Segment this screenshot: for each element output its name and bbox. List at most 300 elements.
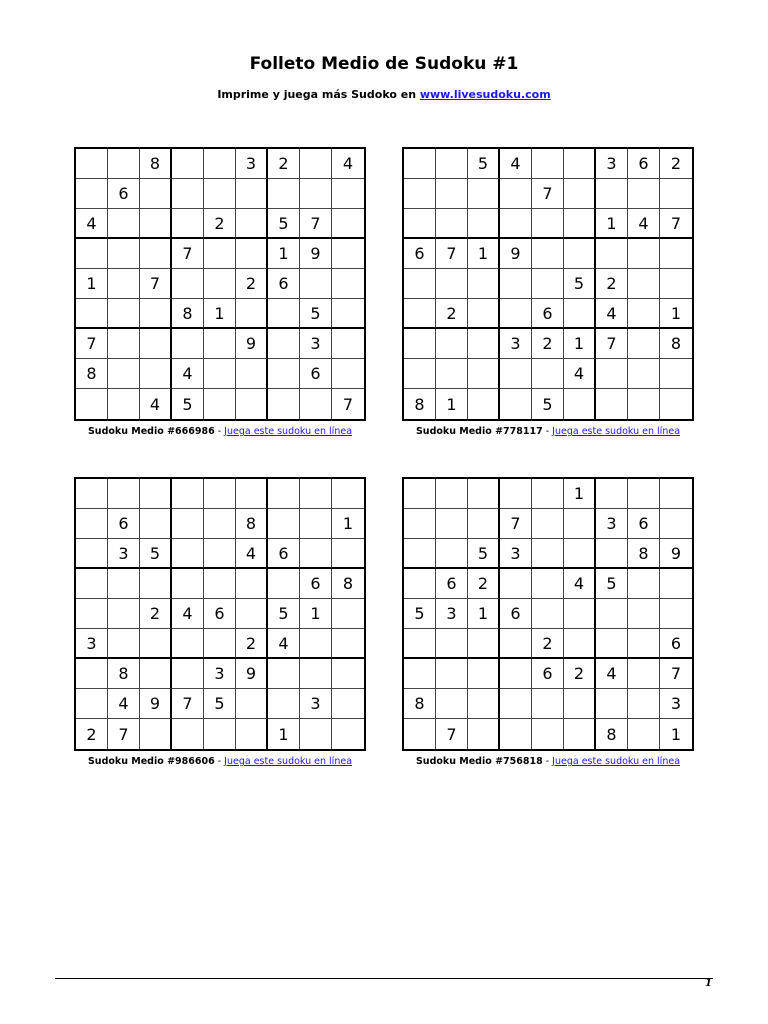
sudoku-cell: [500, 359, 532, 389]
sudoku-cell: [332, 209, 364, 239]
sudoku-cell: [404, 179, 436, 209]
sudoku-cell: [300, 629, 332, 659]
sudoku-cell: [76, 179, 108, 209]
sudoku-cell: [468, 719, 500, 749]
sudoku-cell: [628, 629, 660, 659]
sudoku-cell: [628, 239, 660, 269]
sudoku-cell: [468, 389, 500, 419]
sudoku-cell: [108, 149, 140, 179]
sudoku-cell: [532, 689, 564, 719]
sudoku-cell: [332, 659, 364, 689]
sudoku-cell: 1: [204, 299, 236, 329]
sudoku-cell: 4: [564, 359, 596, 389]
puzzle-caption: [74, 756, 366, 767]
sudoku-cell: [628, 479, 660, 509]
sudoku-cell: [436, 689, 468, 719]
sudoku-cell: 1: [564, 329, 596, 359]
sudoku-cell: 6: [404, 239, 436, 269]
sudoku-cell: 9: [236, 659, 268, 689]
puzzle-label: Sudoku Medio #986606: [87, 756, 215, 767]
sudoku-cell: [236, 719, 268, 749]
sudoku-cell: [204, 329, 236, 359]
sudoku-cell: [332, 239, 364, 269]
sudoku-cell: [268, 659, 300, 689]
sudoku-cell: [172, 659, 204, 689]
sudoku-cell: [404, 359, 436, 389]
sudoku-cell: 4: [564, 569, 596, 599]
sudoku-cell: [268, 299, 300, 329]
sudoku-cell: 4: [500, 149, 532, 179]
sudoku-cell: [332, 479, 364, 509]
sudoku-cell: [404, 209, 436, 239]
sudoku-cell: 6: [300, 359, 332, 389]
sudoku-cell: [596, 389, 628, 419]
sudoku-cell: [468, 329, 500, 359]
sudoku-cell: [500, 689, 532, 719]
sudoku-cell: [76, 599, 108, 629]
sudoku-cell: 9: [300, 239, 332, 269]
sudoku-cell: 6: [204, 599, 236, 629]
sudoku-cell: 9: [500, 239, 532, 269]
sudoku-grid: [74, 477, 366, 751]
sudoku-cell: [300, 269, 332, 299]
sudoku-cell: [500, 209, 532, 239]
sudoku-cell: 2: [532, 329, 564, 359]
sudoku-cell: 8: [236, 509, 268, 539]
sudoku-cell: [436, 479, 468, 509]
sudoku-cell: 4: [172, 599, 204, 629]
sudoku-cell: [172, 329, 204, 359]
sudoku-cell: [332, 719, 364, 749]
sudoku-cell: [140, 239, 172, 269]
sudoku-cell: 6: [268, 269, 300, 299]
sudoku-cell: [468, 179, 500, 209]
sudoku-cell: [140, 509, 172, 539]
sudoku-cell: [140, 569, 172, 599]
sudoku-cell: 2: [532, 629, 564, 659]
sudoku-cell: [500, 179, 532, 209]
sudoku-cell: [300, 389, 332, 419]
sudoku-cell: 8: [596, 719, 628, 749]
sudoku-cell: [404, 299, 436, 329]
sudoku-cell: [108, 629, 140, 659]
sudoku-cell: [468, 479, 500, 509]
sudoku-cell: 3: [500, 539, 532, 569]
sudoku-cell: [76, 539, 108, 569]
sudoku-cell: [172, 539, 204, 569]
sudoku-cell: [532, 149, 564, 179]
sudoku-cell: 8: [108, 659, 140, 689]
sudoku-cell: [204, 269, 236, 299]
sudoku-cell: [660, 389, 692, 419]
sudoku-cell: 5: [268, 599, 300, 629]
sudoku-cell: [140, 299, 172, 329]
sudoku-cell: [236, 389, 268, 419]
sudoku-cell: [268, 569, 300, 599]
sudoku-cell: 7: [342, 394, 354, 414]
puzzle-caption: [402, 756, 694, 767]
sudoku-cell: [300, 479, 332, 509]
sudoku-cell: 2: [204, 209, 236, 239]
sudoku-cell: [300, 719, 332, 749]
sudoku-cell: [564, 179, 596, 209]
caption-separator: -: [214, 756, 225, 767]
sudoku-cell: [140, 629, 172, 659]
sudoku-cell: 7: [660, 659, 692, 689]
sudoku-cell: [564, 629, 596, 659]
sudoku-cell: [596, 629, 628, 659]
sudoku-cell: [564, 509, 596, 539]
sudoku-cell: [140, 359, 172, 389]
sudoku-cell: [172, 479, 204, 509]
sudoku-cell: [268, 689, 300, 719]
sudoku-cell: [76, 659, 108, 689]
sudoku-cell: [628, 659, 660, 689]
sudoku-cell: 4: [268, 629, 300, 659]
sudoku-cell: [628, 269, 660, 299]
sudoku-cell: [660, 479, 692, 509]
sudoku-cell: [564, 389, 596, 419]
sudoku-cell: [404, 479, 436, 509]
caption-separator: -: [214, 426, 225, 437]
sudoku-cell: 9: [140, 689, 172, 719]
sudoku-cell: [628, 719, 660, 749]
sudoku-cell: 5: [172, 389, 204, 419]
sudoku-cell: [204, 629, 236, 659]
puzzle-label: Sudoku Medio #778117: [415, 426, 543, 437]
sudoku-cell: [628, 359, 660, 389]
sudoku-cell: 2: [468, 569, 500, 599]
sudoku-cell: [332, 299, 364, 329]
sudoku-cell: [404, 659, 436, 689]
sudoku-cell: [500, 659, 532, 689]
sudoku-cell: [596, 179, 628, 209]
sudoku-cell: 8: [172, 299, 204, 329]
sudoku-cell: 7: [140, 269, 172, 299]
sudoku-cell: [660, 509, 692, 539]
sudoku-cell: 3: [204, 659, 236, 689]
sudoku-cell: [628, 689, 660, 719]
sudoku-cell: [532, 239, 564, 269]
sudoku-cell: [660, 359, 692, 389]
sudoku-cell: 3: [436, 599, 468, 629]
sudoku-cell: [76, 239, 108, 269]
sudoku-cell: [140, 329, 172, 359]
sudoku-cell: 6: [108, 179, 140, 209]
sudoku-cell: 5: [532, 389, 564, 419]
sudoku-cell: 2: [76, 719, 108, 749]
sudoku-cell: [76, 299, 108, 329]
sudoku-cell: [532, 509, 564, 539]
sudoku-cell: [236, 179, 268, 209]
sudoku-cell: 4: [140, 389, 172, 419]
sudoku-cell: 2: [564, 659, 596, 689]
sudoku-cell: [172, 509, 204, 539]
sudoku-cell: 3: [76, 629, 108, 659]
sudoku-cell: [628, 179, 660, 209]
sudoku-cell: 5: [468, 149, 500, 179]
sudoku-cell: [332, 689, 364, 719]
sudoku-cell: [332, 629, 364, 659]
sudoku-cell: 6: [436, 569, 468, 599]
sudoku-grid: [402, 477, 694, 751]
sudoku-cell: 7: [436, 239, 468, 269]
sudoku-cell: 8: [140, 149, 172, 179]
sudoku-cell: [204, 389, 236, 419]
sudoku-cell: [628, 599, 660, 629]
sudoku-cell: [468, 209, 500, 239]
sudoku-cell: [76, 389, 108, 419]
sudoku-cell: [596, 599, 628, 629]
sudoku-cell: [660, 239, 692, 269]
play-online-link[interactable]: Juega este sudoku en línea: [552, 756, 681, 767]
sudoku-cell: [596, 539, 628, 569]
sudoku-cell: [436, 209, 468, 239]
sudoku-cell: [300, 539, 332, 569]
sudoku-cell: [108, 299, 140, 329]
sudoku-cell: 1: [468, 599, 500, 629]
sudoku-cell: [140, 479, 172, 509]
sudoku-cell: 3: [596, 509, 628, 539]
sudoku-cell: 5: [564, 269, 596, 299]
sudoku-cell: [300, 149, 332, 179]
sudoku-cell: [108, 359, 140, 389]
caption-separator: -: [542, 756, 553, 767]
sudoku-cell: [500, 299, 532, 329]
sudoku-cell: 2: [660, 149, 692, 179]
sudoku-cell: 7: [500, 509, 532, 539]
sudoku-cell: [268, 479, 300, 509]
sudoku-cell: [76, 509, 108, 539]
sudoku-puzzle-2: [402, 147, 694, 437]
sudoku-cell: [76, 569, 108, 599]
sudoku-cell: [204, 149, 236, 179]
sudoku-cell: 7: [300, 209, 332, 239]
sudoku-cell: 1: [332, 509, 364, 539]
sudoku-cell: [532, 719, 564, 749]
sudoku-cell: [268, 329, 300, 359]
sudoku-cell: [436, 359, 468, 389]
sudoku-cell: [628, 299, 660, 329]
sudoku-cell: [628, 389, 660, 419]
sudoku-cell: [404, 629, 436, 659]
sudoku-cell: 8: [332, 569, 364, 599]
play-online-link[interactable]: Juega este sudoku en línea: [224, 426, 353, 437]
sudoku-cell: [404, 329, 436, 359]
sudoku-cell: [140, 179, 172, 209]
sudoku-cell: [628, 329, 660, 359]
sudoku-cell: [500, 629, 532, 659]
sudoku-cell: 2: [140, 599, 172, 629]
sudoku-puzzle-1: [74, 147, 366, 437]
sudoku-cell: 8: [76, 359, 108, 389]
sudoku-cell: [332, 359, 364, 389]
sudoku-cell: 2: [268, 149, 300, 179]
sudoku-cell: [236, 689, 268, 719]
sudoku-cell: [204, 479, 236, 509]
sudoku-cell: [532, 599, 564, 629]
sudoku-cell: 5: [268, 209, 300, 239]
sudoku-cell: [436, 269, 468, 299]
sudoku-cell: [172, 149, 204, 179]
sudoku-cell: [236, 239, 268, 269]
sudoku-cell: 5: [404, 599, 436, 629]
sudoku-cell: 9: [236, 329, 268, 359]
sudoku-cell: [500, 569, 532, 599]
sudoku-cell: 6: [628, 149, 660, 179]
puzzle-caption: [402, 426, 694, 437]
sudoku-cell: [628, 569, 660, 599]
sudoku-cell: [172, 269, 204, 299]
sudoku-cell: 5: [468, 539, 500, 569]
sudoku-cell: [300, 659, 332, 689]
sudoku-cell: [236, 209, 268, 239]
sudoku-cell: 6: [532, 659, 564, 689]
sudoku-cell: [268, 359, 300, 389]
sudoku-cell: 8: [404, 389, 436, 419]
sudoku-cell: [140, 659, 172, 689]
sudoku-cell: [172, 209, 204, 239]
sudoku-cell: 1: [596, 209, 628, 239]
sudoku-cell: [108, 569, 140, 599]
sudoku-cell: [532, 569, 564, 599]
sudoku-cell: [236, 299, 268, 329]
sudoku-cell: 2: [436, 299, 468, 329]
sudoku-cell: [564, 539, 596, 569]
sudoku-cell: [468, 509, 500, 539]
sudoku-cell: [532, 359, 564, 389]
sudoku-cell: [436, 509, 468, 539]
sudoku-cell: [76, 149, 108, 179]
sudoku-cell: 7: [532, 179, 564, 209]
sudoku-cell: [436, 659, 468, 689]
sudoku-cell: [236, 569, 268, 599]
sudoku-cell: [404, 149, 436, 179]
sudoku-cell: [108, 209, 140, 239]
sudoku-cell: [172, 719, 204, 749]
play-online-link[interactable]: Juega este sudoku en línea: [224, 756, 353, 767]
sudoku-cell: [140, 209, 172, 239]
sudoku-cell: [108, 269, 140, 299]
sudoku-cell: 6: [108, 509, 140, 539]
sudoku-cell: [660, 569, 692, 599]
puzzle-label: Sudoku Medio #666986: [87, 426, 215, 437]
sudoku-cell: 4: [628, 209, 660, 239]
sudoku-cell: [468, 629, 500, 659]
sudoku-cell: 3: [300, 329, 332, 359]
play-online-link[interactable]: Juega este sudoku en línea: [552, 426, 681, 437]
sudoku-cell: [236, 599, 268, 629]
sudoku-cell: 3: [236, 149, 268, 179]
sudoku-cell: 5: [204, 689, 236, 719]
sudoku-cell: [236, 479, 268, 509]
sudoku-cell: 1: [268, 239, 300, 269]
caption-separator: -: [542, 426, 553, 437]
sudoku-cell: 4: [108, 689, 140, 719]
sudoku-cell: [436, 149, 468, 179]
sudoku-cell: 5: [140, 539, 172, 569]
sudoku-cell: 6: [532, 299, 564, 329]
sudoku-cell: [436, 629, 468, 659]
sudoku-cell: [564, 209, 596, 239]
sudoku-cell: 1: [468, 239, 500, 269]
sudoku-cell: 4: [596, 299, 628, 329]
sudoku-cell: [268, 179, 300, 209]
sudoku-cell: [404, 539, 436, 569]
sudoku-cell: 4: [236, 539, 268, 569]
sudoku-cell: 2: [236, 269, 268, 299]
sudoku-cell: 2: [596, 269, 628, 299]
sudoku-cell: [236, 359, 268, 389]
sudoku-cell: 3: [660, 689, 692, 719]
sudoku-cell: [500, 719, 532, 749]
puzzle-label: Sudoku Medio #756818: [415, 756, 543, 767]
sudoku-cell: 4: [596, 659, 628, 689]
sudoku-cell: 7: [172, 689, 204, 719]
sudoku-puzzle-4: [402, 477, 694, 767]
sudoku-cell: [468, 269, 500, 299]
sudoku-cell: 8: [660, 329, 692, 359]
sudoku-cell: [332, 539, 364, 569]
sudoku-cell: [564, 689, 596, 719]
sudoku-cell: [108, 329, 140, 359]
sudoku-grid: [74, 147, 366, 421]
sudoku-cell: [500, 479, 532, 509]
sudoku-cell: 4: [332, 149, 364, 179]
sudoku-cell: [332, 269, 364, 299]
sudoku-cell: [564, 149, 596, 179]
sudoku-cell: [204, 359, 236, 389]
sudoku-cell: 1: [660, 299, 692, 329]
sudoku-cell: 5: [300, 299, 332, 329]
sudoku-puzzle-3: [74, 477, 366, 767]
footer-divider: [55, 978, 713, 979]
sudoku-cell: 3: [500, 329, 532, 359]
sudoku-cell: [436, 329, 468, 359]
sudoku-cell: 3: [300, 689, 332, 719]
livesudoku-link[interactable]: www.livesudoku.com: [419, 88, 551, 101]
sudoku-cell: [596, 689, 628, 719]
sudoku-cell: 5: [596, 569, 628, 599]
sudoku-cell: 1: [268, 719, 300, 749]
sudoku-cell: 7: [76, 329, 108, 359]
sudoku-cell: 7: [660, 209, 692, 239]
sudoku-cell: 8: [628, 539, 660, 569]
sudoku-cell: [332, 179, 364, 209]
sudoku-cell: [172, 569, 204, 599]
sudoku-cell: 8: [404, 689, 436, 719]
sudoku-cell: [108, 599, 140, 629]
sudoku-cell: 6: [300, 569, 332, 599]
sudoku-cell: 2: [236, 629, 268, 659]
page-subtitle: [0, 88, 768, 101]
sudoku-cell: 7: [108, 719, 140, 749]
sudoku-cell: 7: [172, 239, 204, 269]
sudoku-cell: [204, 509, 236, 539]
sudoku-cell: 1: [436, 389, 468, 419]
subtitle-text: Imprime y juega más Sudoko en: [217, 88, 420, 101]
sudoku-cell: [436, 539, 468, 569]
sudoku-cell: [564, 719, 596, 749]
sudoku-cell: 7: [596, 329, 628, 359]
sudoku-cell: [300, 179, 332, 209]
sudoku-cell: [468, 359, 500, 389]
sudoku-cell: [332, 329, 364, 359]
page-title: Folleto Medio de Sudoku #1: [249, 54, 519, 74]
sudoku-cell: [204, 719, 236, 749]
sudoku-cell: [468, 689, 500, 719]
sudoku-cell: [468, 659, 500, 689]
